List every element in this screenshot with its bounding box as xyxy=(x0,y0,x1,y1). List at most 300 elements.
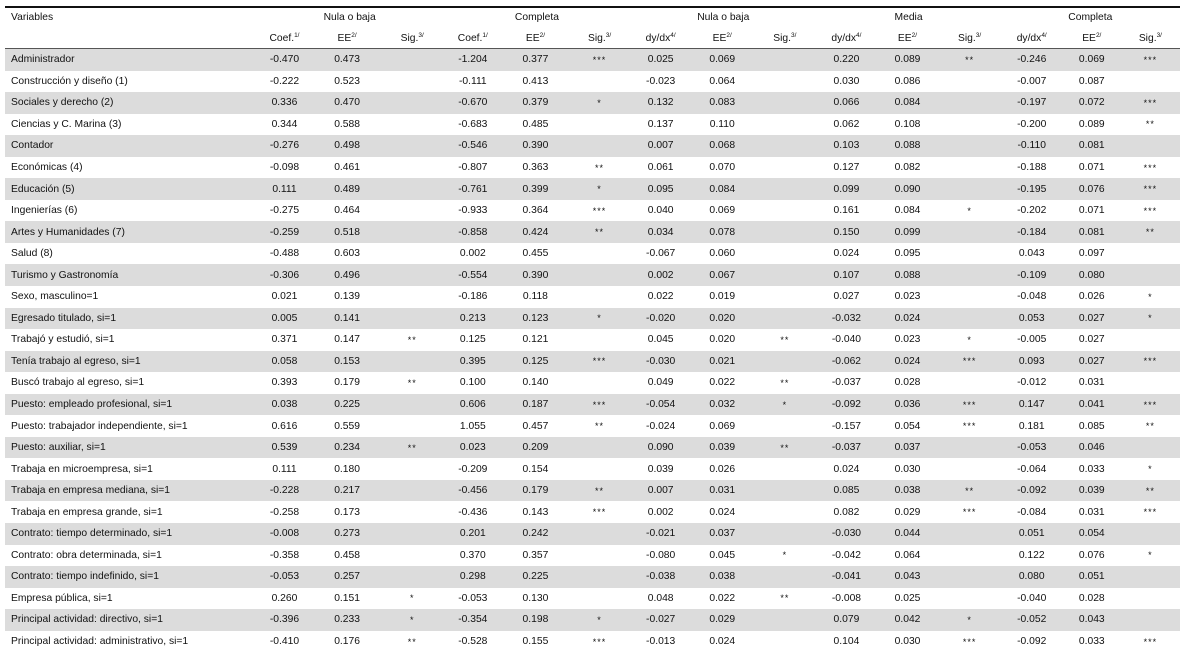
value-cell: 0.489 xyxy=(313,178,380,200)
significance-cell xyxy=(381,523,444,545)
significance-cell xyxy=(381,71,444,93)
significance-cell xyxy=(753,566,816,588)
value-cell: -0.037 xyxy=(816,372,876,394)
value-cell: -0.195 xyxy=(1001,178,1063,200)
significance-cell: ** xyxy=(939,49,1001,71)
value-cell: -0.012 xyxy=(1001,372,1063,394)
value-cell: 0.086 xyxy=(876,71,938,93)
significance-cell: *** xyxy=(939,501,1001,523)
value-cell: 0.110 xyxy=(691,114,753,136)
significance-cell xyxy=(569,243,630,265)
significance-cell: ** xyxy=(569,221,630,243)
value-cell: 0.606 xyxy=(444,394,502,416)
significance-cell xyxy=(753,286,816,308)
variable-label: Económicas (4) xyxy=(5,157,255,179)
column-header xyxy=(939,27,1001,49)
significance-cell xyxy=(381,243,444,265)
significance-cell xyxy=(939,178,1001,200)
significance-cell xyxy=(939,588,1001,610)
value-cell: 0.066 xyxy=(816,92,876,114)
table-row xyxy=(5,566,1180,588)
value-cell: 0.363 xyxy=(502,157,569,179)
variable-label: Contador xyxy=(5,135,255,157)
value-cell: 0.084 xyxy=(691,178,753,200)
value-cell: -0.761 xyxy=(444,178,502,200)
value-cell: 0.031 xyxy=(1063,501,1121,523)
significance-cell xyxy=(939,221,1001,243)
significance-cell xyxy=(1121,264,1180,286)
value-cell: 0.076 xyxy=(1063,178,1121,200)
value-cell: 0.424 xyxy=(502,221,569,243)
significance-cell: * xyxy=(939,329,1001,351)
table-row xyxy=(5,372,1180,394)
value-cell: 0.173 xyxy=(313,501,380,523)
value-cell: 0.234 xyxy=(313,437,380,459)
column-header-label: Sig. xyxy=(1138,32,1157,44)
group-header-row xyxy=(5,7,1180,27)
value-cell: -0.358 xyxy=(255,545,313,567)
value-cell: -0.276 xyxy=(255,135,313,157)
value-cell: 0.233 xyxy=(313,609,380,631)
significance-cell xyxy=(753,631,816,653)
significance-cell xyxy=(569,114,630,136)
column-header xyxy=(444,27,502,49)
variable-label: Educación (5) xyxy=(5,178,255,200)
value-cell: -0.042 xyxy=(816,545,876,567)
value-cell: 0.054 xyxy=(1063,523,1121,545)
column-header-label: EE xyxy=(712,32,727,44)
value-cell: 0.027 xyxy=(816,286,876,308)
value-cell: 0.026 xyxy=(1063,286,1121,308)
value-cell: 0.181 xyxy=(1001,415,1063,437)
value-cell: 0.104 xyxy=(816,631,876,653)
significance-cell xyxy=(381,135,444,157)
group-header-5: Completa xyxy=(1001,7,1180,27)
significance-cell xyxy=(1121,588,1180,610)
value-cell: 0.082 xyxy=(816,501,876,523)
significance-cell xyxy=(569,135,630,157)
value-cell: 0.140 xyxy=(502,372,569,394)
value-cell: -0.030 xyxy=(630,351,691,373)
significance-cell xyxy=(1121,566,1180,588)
column-header-footnote: 1/ xyxy=(482,31,488,39)
value-cell: 0.588 xyxy=(313,114,380,136)
significance-cell: *** xyxy=(569,200,630,222)
significance-cell xyxy=(753,415,816,437)
value-cell: 0.137 xyxy=(630,114,691,136)
column-header-footnote: 2/ xyxy=(911,31,918,39)
value-cell: 0.242 xyxy=(502,523,569,545)
column-header-label: Coef. xyxy=(269,32,295,44)
value-cell: 0.023 xyxy=(876,286,938,308)
value-cell: 0.603 xyxy=(313,243,380,265)
value-cell: 0.069 xyxy=(1063,49,1121,71)
value-cell: 0.067 xyxy=(691,264,753,286)
value-cell: -0.021 xyxy=(630,523,691,545)
value-cell: -0.807 xyxy=(444,157,502,179)
table-row xyxy=(5,501,1180,523)
value-cell: 0.125 xyxy=(502,351,569,373)
table-row xyxy=(5,588,1180,610)
column-header-footnote: 3/ xyxy=(418,31,424,39)
significance-cell: * xyxy=(1121,458,1180,480)
value-cell: 0.076 xyxy=(1063,545,1121,567)
value-cell: 0.031 xyxy=(1063,372,1121,394)
column-header-footnote: 2/ xyxy=(726,31,732,39)
variable-label: Tenía trabajo al egreso, si=1 xyxy=(5,351,255,373)
value-cell: 0.027 xyxy=(1063,351,1121,373)
significance-cell: * xyxy=(569,308,630,330)
table-body xyxy=(5,49,1180,653)
value-cell: -0.038 xyxy=(630,566,691,588)
column-header xyxy=(876,27,938,49)
value-cell: 0.039 xyxy=(1063,480,1121,502)
value-cell: 0.125 xyxy=(444,329,502,351)
value-cell: 0.027 xyxy=(1063,329,1121,351)
value-cell: 0.108 xyxy=(876,114,938,136)
variable-label: Puesto: auxiliar, si=1 xyxy=(5,437,255,459)
value-cell: -0.027 xyxy=(630,609,691,631)
significance-cell xyxy=(939,135,1001,157)
value-cell: 0.043 xyxy=(1063,609,1121,631)
significance-cell xyxy=(381,200,444,222)
value-cell: 0.485 xyxy=(502,114,569,136)
significance-cell xyxy=(381,221,444,243)
value-cell: 0.069 xyxy=(691,200,753,222)
value-cell: 0.007 xyxy=(630,480,691,502)
column-header-label: Sig. xyxy=(773,32,791,44)
value-cell: 0.021 xyxy=(255,286,313,308)
value-cell: 0.021 xyxy=(691,351,753,373)
significance-cell: * xyxy=(939,200,1001,222)
column-header xyxy=(1063,27,1121,49)
value-cell: 0.107 xyxy=(816,264,876,286)
table-row xyxy=(5,458,1180,480)
value-cell: 0.458 xyxy=(313,545,380,567)
value-cell: 0.470 xyxy=(313,92,380,114)
value-cell: 0.225 xyxy=(502,566,569,588)
value-cell: 0.084 xyxy=(876,92,938,114)
value-cell: 0.371 xyxy=(255,329,313,351)
value-cell: -0.197 xyxy=(1001,92,1063,114)
significance-cell: ** xyxy=(1121,415,1180,437)
value-cell: 0.257 xyxy=(313,566,380,588)
significance-cell xyxy=(753,135,816,157)
value-cell: 0.539 xyxy=(255,437,313,459)
variable-label: Trabajó y estudió, si=1 xyxy=(5,329,255,351)
value-cell: 0.046 xyxy=(1063,437,1121,459)
value-cell: 0.064 xyxy=(691,71,753,93)
value-cell: 0.002 xyxy=(630,264,691,286)
significance-cell: ** xyxy=(1121,221,1180,243)
significance-cell xyxy=(753,92,816,114)
significance-cell xyxy=(939,157,1001,179)
value-cell: 1.055 xyxy=(444,415,502,437)
value-cell: -0.275 xyxy=(255,200,313,222)
significance-cell xyxy=(1121,523,1180,545)
value-cell: -0.032 xyxy=(816,308,876,330)
variable-label: Sexo, masculino=1 xyxy=(5,286,255,308)
value-cell: 0.377 xyxy=(502,49,569,71)
column-header-label: Sig. xyxy=(400,32,419,44)
column-header-label: Sig. xyxy=(587,32,606,44)
significance-cell: ** xyxy=(753,329,816,351)
significance-cell: *** xyxy=(939,351,1001,373)
value-cell: 0.041 xyxy=(1063,394,1121,416)
significance-cell xyxy=(939,264,1001,286)
value-cell: 0.225 xyxy=(313,394,380,416)
value-cell: 0.084 xyxy=(876,200,938,222)
table-row xyxy=(5,480,1180,502)
significance-cell xyxy=(381,286,444,308)
value-cell: 0.051 xyxy=(1001,523,1063,545)
column-header-footnote: 1/ xyxy=(294,31,300,39)
value-cell: 0.127 xyxy=(816,157,876,179)
column-header-label: dy/dx xyxy=(831,32,857,44)
value-cell: -0.053 xyxy=(444,588,502,610)
significance-cell: * xyxy=(569,92,630,114)
value-cell: -0.020 xyxy=(630,308,691,330)
value-cell: 0.032 xyxy=(691,394,753,416)
table-row xyxy=(5,264,1180,286)
column-header-footnote: 3/ xyxy=(975,31,982,39)
table-row xyxy=(5,49,1180,71)
value-cell: 0.097 xyxy=(1063,243,1121,265)
value-cell: 0.029 xyxy=(691,609,753,631)
significance-cell: *** xyxy=(939,394,1001,416)
group-header-3: Nula o baja xyxy=(630,7,816,27)
significance-cell: *** xyxy=(1121,631,1180,653)
value-cell: 0.518 xyxy=(313,221,380,243)
value-cell: 0.187 xyxy=(502,394,569,416)
value-cell: 0.081 xyxy=(1063,221,1121,243)
group-header-2: Completa xyxy=(444,7,630,27)
variables-header: Variables xyxy=(5,7,255,27)
value-cell: 0.473 xyxy=(313,49,380,71)
significance-cell: ** xyxy=(939,480,1001,502)
value-cell: 0.087 xyxy=(1063,71,1121,93)
value-cell: -0.007 xyxy=(1001,71,1063,93)
value-cell: 0.028 xyxy=(1063,588,1121,610)
significance-cell xyxy=(569,458,630,480)
value-cell: -0.092 xyxy=(816,394,876,416)
table-row xyxy=(5,394,1180,416)
value-cell: -0.062 xyxy=(816,351,876,373)
value-cell: 0.064 xyxy=(876,545,938,567)
value-cell: -0.209 xyxy=(444,458,502,480)
significance-cell: * xyxy=(753,394,816,416)
significance-cell xyxy=(569,372,630,394)
value-cell: 0.379 xyxy=(502,92,569,114)
value-cell: 0.123 xyxy=(502,308,569,330)
value-cell: 0.088 xyxy=(876,264,938,286)
value-cell: 0.007 xyxy=(630,135,691,157)
value-cell: -0.037 xyxy=(816,437,876,459)
value-cell: -0.040 xyxy=(816,329,876,351)
variable-label: Contrato: tiempo indefinido, si=1 xyxy=(5,566,255,588)
significance-cell xyxy=(939,286,1001,308)
significance-cell: *** xyxy=(569,501,630,523)
value-cell: 0.080 xyxy=(1063,264,1121,286)
value-cell: -0.470 xyxy=(255,49,313,71)
value-cell: 0.364 xyxy=(502,200,569,222)
significance-cell xyxy=(1121,329,1180,351)
variable-label: Trabaja en empresa mediana, si=1 xyxy=(5,480,255,502)
value-cell: -0.111 xyxy=(444,71,502,93)
value-cell: -0.052 xyxy=(1001,609,1063,631)
value-cell: 0.081 xyxy=(1063,135,1121,157)
value-cell: -0.410 xyxy=(255,631,313,653)
column-header-footnote: 2/ xyxy=(1095,31,1102,39)
variable-label: Turismo y Gastronomía xyxy=(5,264,255,286)
column-header xyxy=(630,27,691,49)
value-cell: -0.188 xyxy=(1001,157,1063,179)
value-cell: 0.095 xyxy=(630,178,691,200)
table-row xyxy=(5,545,1180,567)
value-cell: 0.213 xyxy=(444,308,502,330)
value-cell: 0.150 xyxy=(816,221,876,243)
value-cell: 0.198 xyxy=(502,609,569,631)
column-header-footnote: 4/ xyxy=(856,31,862,39)
value-cell: 0.357 xyxy=(502,545,569,567)
value-cell: -0.008 xyxy=(816,588,876,610)
significance-cell xyxy=(753,243,816,265)
significance-cell xyxy=(381,480,444,502)
value-cell: 0.023 xyxy=(876,329,938,351)
significance-cell xyxy=(381,351,444,373)
value-cell: -0.670 xyxy=(444,92,502,114)
significance-cell: ** xyxy=(1121,114,1180,136)
significance-cell xyxy=(381,566,444,588)
significance-cell: * xyxy=(569,178,630,200)
value-cell: 0.523 xyxy=(313,71,380,93)
significance-cell: *** xyxy=(1121,200,1180,222)
table-row xyxy=(5,178,1180,200)
value-cell: 0.083 xyxy=(691,92,753,114)
value-cell: -0.048 xyxy=(1001,286,1063,308)
column-header xyxy=(1121,27,1180,49)
significance-cell: *** xyxy=(1121,92,1180,114)
value-cell: 0.045 xyxy=(691,545,753,567)
significance-cell xyxy=(381,264,444,286)
table-row xyxy=(5,609,1180,631)
significance-cell xyxy=(569,566,630,588)
value-cell: -0.064 xyxy=(1001,458,1063,480)
value-cell: -0.040 xyxy=(1001,588,1063,610)
variable-label: Sociales y derecho (2) xyxy=(5,92,255,114)
column-header-footnote: 2/ xyxy=(539,31,545,39)
value-cell: 0.344 xyxy=(255,114,313,136)
value-cell: 0.147 xyxy=(313,329,380,351)
column-header-label: EE xyxy=(337,32,352,44)
significance-cell xyxy=(381,92,444,114)
value-cell: -0.080 xyxy=(630,545,691,567)
value-cell: -0.396 xyxy=(255,609,313,631)
value-cell: 0.027 xyxy=(1063,308,1121,330)
column-header xyxy=(255,27,313,49)
value-cell: 0.038 xyxy=(876,480,938,502)
variable-label: Egresado titulado, si=1 xyxy=(5,308,255,330)
value-cell: 0.026 xyxy=(691,458,753,480)
value-cell: 0.099 xyxy=(876,221,938,243)
value-cell: 0.099 xyxy=(816,178,876,200)
significance-cell xyxy=(1121,372,1180,394)
variable-label: Puesto: empleado profesional, si=1 xyxy=(5,394,255,416)
value-cell: 0.090 xyxy=(876,178,938,200)
value-cell: -0.259 xyxy=(255,221,313,243)
significance-cell xyxy=(1121,71,1180,93)
column-header xyxy=(1001,27,1063,49)
group-header-4: Media xyxy=(816,7,1000,27)
value-cell: 0.002 xyxy=(444,243,502,265)
value-cell: -0.030 xyxy=(816,523,876,545)
value-cell: 0.071 xyxy=(1063,157,1121,179)
significance-cell: * xyxy=(1121,545,1180,567)
value-cell: 0.072 xyxy=(1063,92,1121,114)
value-cell: 0.179 xyxy=(502,480,569,502)
significance-cell: ** xyxy=(569,415,630,437)
significance-cell xyxy=(753,609,816,631)
column-header-label: EE xyxy=(1082,32,1096,44)
value-cell: -0.023 xyxy=(630,71,691,93)
value-cell: 0.085 xyxy=(816,480,876,502)
value-cell: 0.088 xyxy=(876,135,938,157)
significance-cell: *** xyxy=(939,631,1001,653)
value-cell: 0.390 xyxy=(502,264,569,286)
value-cell: 0.029 xyxy=(876,501,938,523)
column-header-row xyxy=(5,27,1180,49)
value-cell: 0.122 xyxy=(1001,545,1063,567)
significance-cell: *** xyxy=(1121,49,1180,71)
significance-cell xyxy=(753,71,816,93)
significance-cell: ** xyxy=(753,372,816,394)
significance-cell: * xyxy=(1121,286,1180,308)
significance-cell: ** xyxy=(753,588,816,610)
significance-cell xyxy=(939,71,1001,93)
significance-cell xyxy=(381,394,444,416)
value-cell: 0.037 xyxy=(876,437,938,459)
value-cell: 0.201 xyxy=(444,523,502,545)
variable-label: Principal actividad: directivo, si=1 xyxy=(5,609,255,631)
significance-cell xyxy=(1121,437,1180,459)
variable-label: Construcción y diseño (1) xyxy=(5,71,255,93)
value-cell: 0.095 xyxy=(876,243,938,265)
significance-cell: ** xyxy=(569,157,630,179)
value-cell: 0.033 xyxy=(1063,631,1121,653)
value-cell: -0.488 xyxy=(255,243,313,265)
value-cell: -0.084 xyxy=(1001,501,1063,523)
column-header xyxy=(313,27,380,49)
value-cell: 0.336 xyxy=(255,92,313,114)
table-row xyxy=(5,351,1180,373)
significance-cell: *** xyxy=(1121,178,1180,200)
value-cell: 0.179 xyxy=(313,372,380,394)
value-cell: -0.008 xyxy=(255,523,313,545)
value-cell: 0.049 xyxy=(630,372,691,394)
significance-cell xyxy=(381,458,444,480)
significance-cell: * xyxy=(939,609,1001,631)
value-cell: -1.204 xyxy=(444,49,502,71)
variable-label: Trabaja en microempresa, si=1 xyxy=(5,458,255,480)
variable-label: Ciencias y C. Marina (3) xyxy=(5,114,255,136)
value-cell: -0.246 xyxy=(1001,49,1063,71)
value-cell: 0.030 xyxy=(816,71,876,93)
value-cell: 0.180 xyxy=(313,458,380,480)
value-cell: 0.559 xyxy=(313,415,380,437)
value-cell: 0.025 xyxy=(876,588,938,610)
value-cell: 0.058 xyxy=(255,351,313,373)
value-cell: 0.038 xyxy=(691,566,753,588)
